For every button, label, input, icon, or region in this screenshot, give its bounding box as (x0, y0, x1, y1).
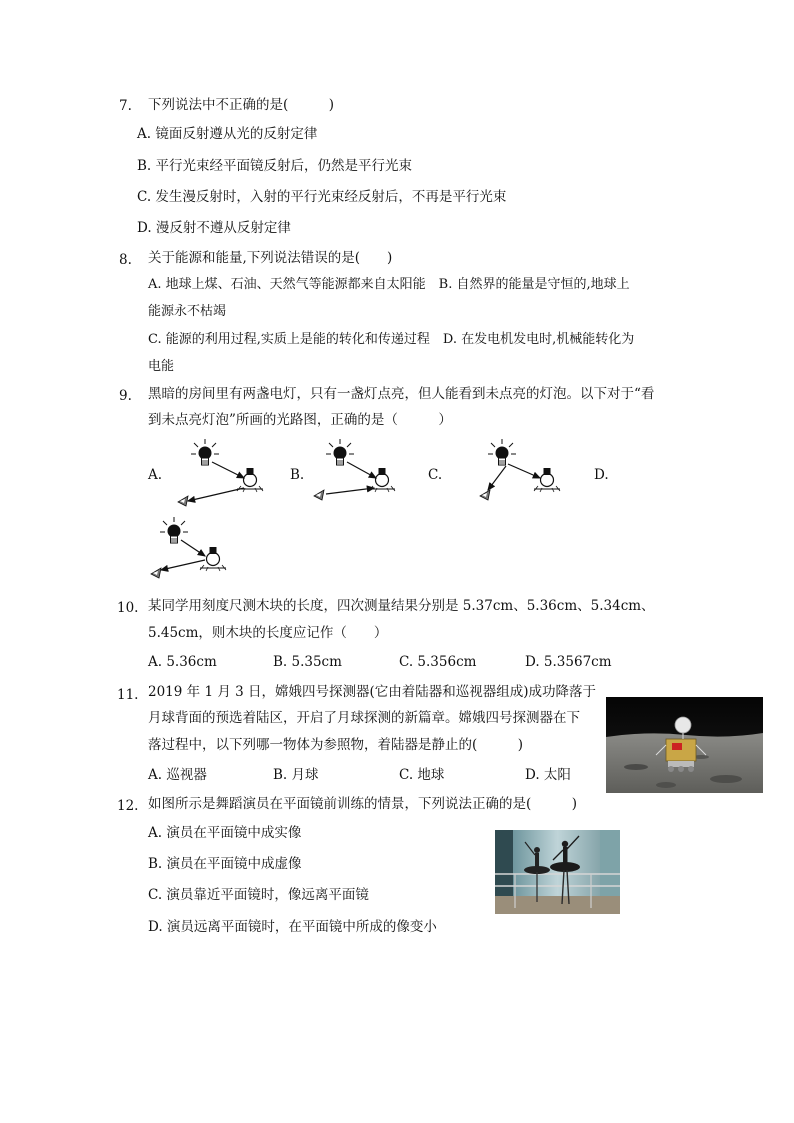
q9-diagram-c (470, 438, 570, 513)
q10-number: 10. (117, 600, 139, 616)
lit-bulb-icon (326, 439, 354, 465)
q8-number: 8. (119, 252, 132, 268)
unlit-bulb-icon (200, 547, 226, 571)
q8-stem: 关于能源和能量,下列说法错误的是( ) (148, 250, 393, 266)
q12-stem: 如图所示是舞蹈演员在平面镜前训练的情景，下列说法正确的是( ) (148, 796, 578, 812)
q10-option-b[interactable]: B. 5.35cm (273, 654, 342, 670)
q10-option-d[interactable]: D. 5.3567cm (525, 654, 612, 670)
lit-bulb-icon (160, 517, 188, 543)
eye-icon (151, 568, 161, 578)
q9-number: 9. (119, 388, 132, 404)
q11-number: 11. (117, 687, 139, 703)
q7-stem: 下列说法中不正确的是( ) (148, 97, 335, 113)
q9-diagram-d (145, 516, 245, 586)
dancer-mirror-photo (495, 830, 620, 914)
lit-bulb-icon (488, 439, 516, 465)
q11-stem-line-3: 落过程中，以下列哪一物体为参照物，着陆器是静止的( ) (148, 737, 524, 753)
q7-option-b[interactable]: B. 平行光束经平面镜反射后，仍然是平行光束 (137, 158, 413, 174)
eye-icon (178, 496, 188, 506)
q12-option-d[interactable]: D. 演员远离平面镜时，在平面镜中所成的像变小 (148, 919, 437, 935)
q9-label-d[interactable]: D. (594, 467, 609, 483)
moon-lander-photo (606, 697, 763, 793)
q7-option-d[interactable]: D. 漫反射不遵从反射定律 (137, 220, 291, 236)
q9-diagram-b (310, 438, 410, 513)
q10-stem-line-1: 某同学用刻度尺测木块的长度，四次测量结果分别是 5.37cm、5.36cm、5.34cm、 (148, 598, 655, 614)
q9-label-c[interactable]: C. (428, 467, 443, 483)
q11-option-a[interactable]: A. 巡视器 (148, 767, 207, 783)
eye-icon (314, 490, 324, 500)
q11-option-b[interactable]: B. 月球 (273, 767, 319, 783)
q8-line-2: 能源永不枯竭 (148, 304, 227, 319)
q11-stem-line-2: 月球背面的预选着陆区，开启了月球探测的新篇章。嫦娥四号探测器在下 (148, 710, 580, 726)
q7-option-c[interactable]: C. 发生漫反射时，入射的平行光束经反射后，不再是平行光束 (137, 189, 507, 205)
q8-line-4: 电能 (148, 359, 175, 374)
q11-option-c[interactable]: C. 地球 (399, 767, 445, 783)
q10-option-c[interactable]: C. 5.356cm (399, 654, 477, 670)
q7-number: 7. (119, 98, 132, 114)
q12-option-c[interactable]: C. 演员靠近平面镜时，像远离平面镜 (148, 887, 369, 903)
q8-line-3: C. 能源的利用过程,实质上是能的转化和传递过程 D. 在发电机发电时,机械能转化为 (148, 332, 635, 347)
q10-option-a[interactable]: A. 5.36cm (148, 654, 217, 670)
q8-line-1: A. 地球上煤、石油、天然气等能源都来自太阳能 B. 自然界的能量是守恒的,地球上 (148, 277, 630, 292)
q9-stem-line-1: 黑暗的房间里有两盏电灯，只有一盏灯点亮，但人能看到未点亮的灯泡。以下对于“看 (148, 386, 655, 402)
q9-label-b[interactable]: B. (290, 467, 305, 483)
q12-option-b[interactable]: B. 演员在平面镜中成虚像 (148, 856, 302, 872)
unlit-bulb-icon (534, 468, 560, 492)
q10-stem-line-2: 5.45cm，则木块的长度应记作（ ） (148, 625, 388, 641)
q9-diagram-a (172, 438, 272, 513)
q9-label-a[interactable]: A. (148, 467, 163, 483)
q12-option-a[interactable]: A. 演员在平面镜中成实像 (148, 825, 302, 841)
q11-option-d[interactable]: D. 太阳 (525, 767, 571, 783)
eye-icon (480, 490, 490, 500)
lit-bulb-icon (191, 439, 219, 465)
q9-stem-line-2: 到未点亮灯泡”所画的光路图，正确的是（ ） (148, 412, 452, 428)
q7-option-a[interactable]: A. 镜面反射遵从光的反射定律 (137, 126, 318, 142)
q11-stem-line-1: 2019 年 1 月 3 日，嫦娥四号探测器(它由着陆器和巡视器组成)成功降落于 (148, 684, 597, 700)
q12-number: 12. (117, 798, 139, 814)
